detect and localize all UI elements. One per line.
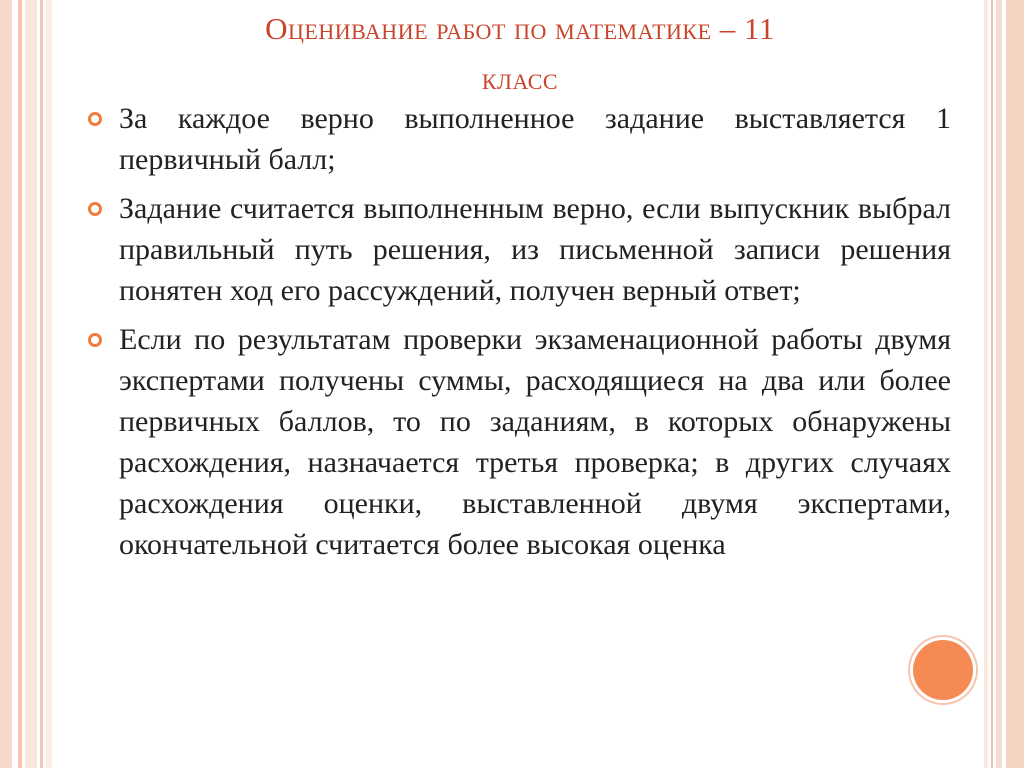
- left-stripe-decoration: [40, 0, 43, 768]
- bullet-text: Если по результатам проверки экзаменационной работы двумя экспертами получены суммы, расходящиеся на два или более первичных баллов, то по заданиям, в которых обнаружены расхождения, назначается третья проверка; в других случаях расхождения оценки, выставленной двумя экспертами, окончательной считается более высокая оценка: [119, 323, 951, 561]
- bullet-text: За каждое верно выполненное задание выставляется 1 первичный балл;: [119, 102, 951, 176]
- right-stripe-decoration: [996, 0, 1002, 768]
- right-stripe-decoration: [991, 0, 993, 768]
- bullet-list: [85, 98, 951, 573]
- bullet-item: [85, 319, 951, 565]
- slide-title-line-2: класс: [481, 61, 559, 96]
- bullet-item: [85, 98, 951, 180]
- left-stripe-decoration: [46, 0, 52, 768]
- right-stripe-decoration: [984, 0, 988, 768]
- right-stripe-decoration: [1006, 0, 1024, 768]
- orange-circle-decoration: [913, 640, 973, 700]
- left-stripe-decoration: [0, 0, 12, 768]
- slide-title: [70, 4, 970, 104]
- bullet-text: Задание считается выполненным верно, если выпускник выбрал правильный путь решения, из письменной записи решения понятен ход его рассуждений, получен верный ответ;: [119, 192, 951, 307]
- left-stripe-decoration: [18, 0, 22, 768]
- bullet-item: [85, 188, 951, 311]
- ring-bullet-icon: [88, 202, 102, 216]
- ring-bullet-icon: [88, 333, 102, 347]
- slide-title-line-1: Оценивание работ по математике – 11: [265, 11, 775, 46]
- left-stripe-decoration: [25, 0, 37, 768]
- ring-bullet-icon: [88, 112, 102, 126]
